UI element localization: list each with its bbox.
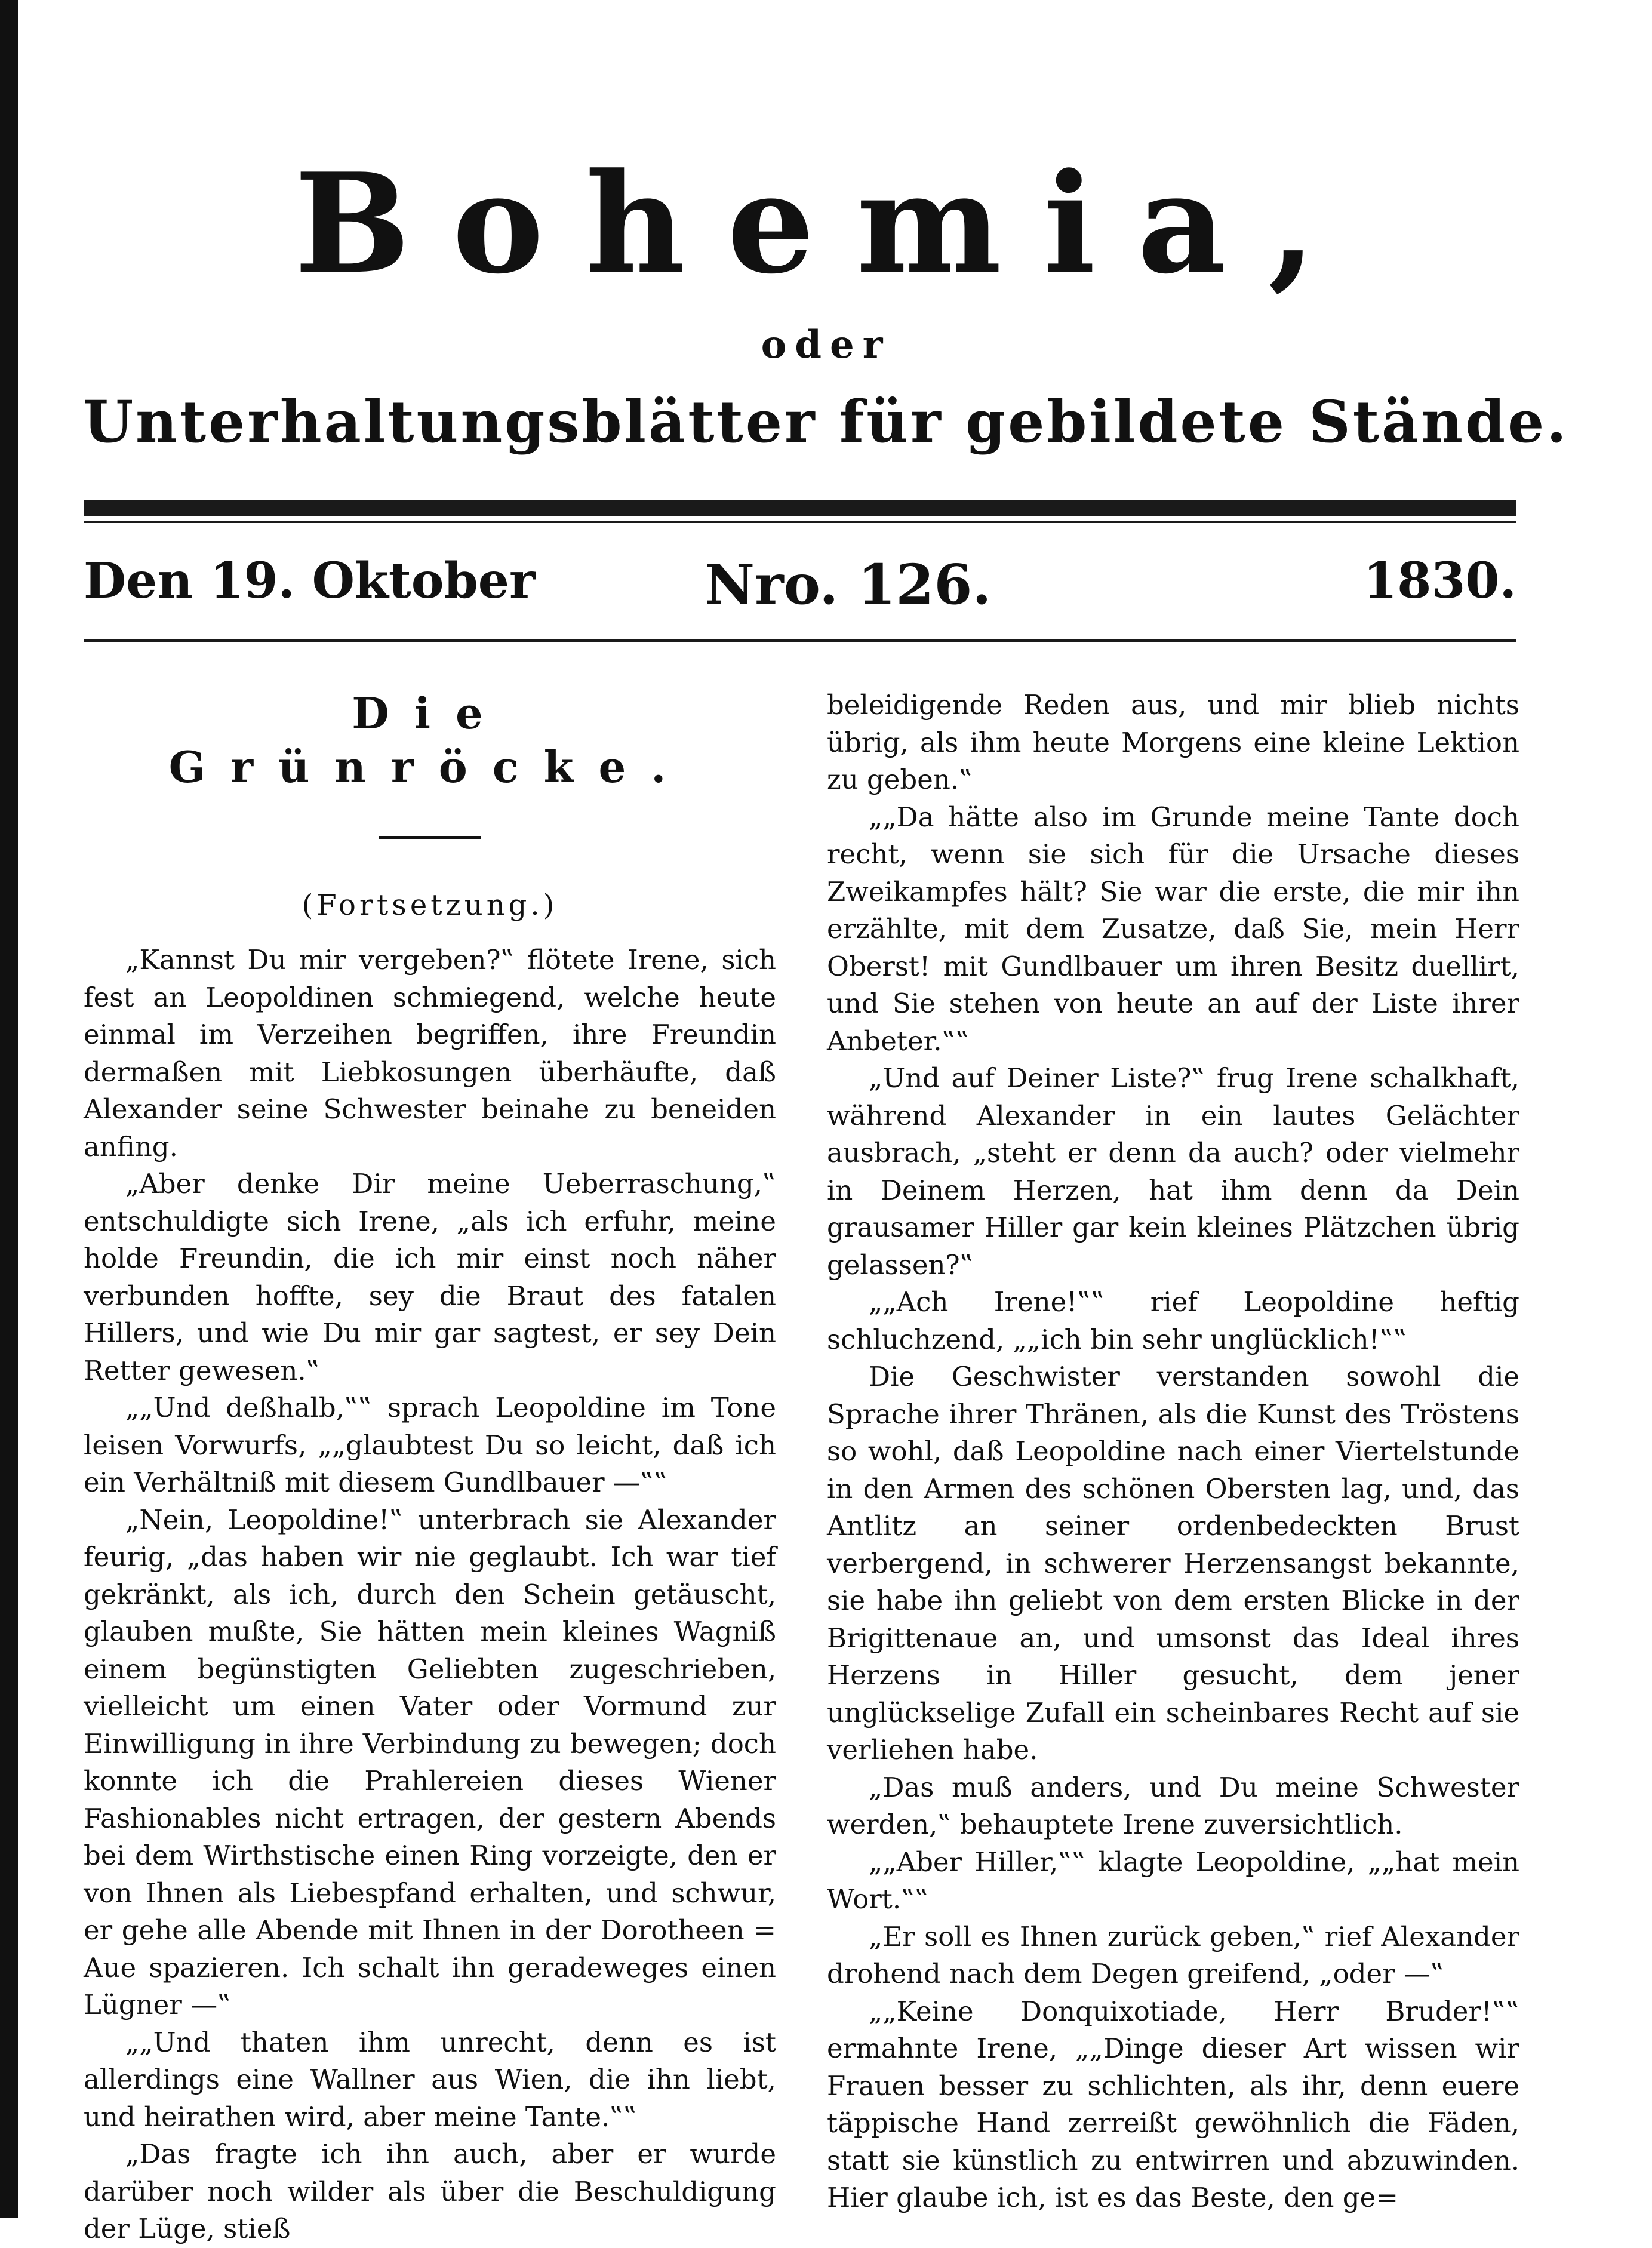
- paragraph: „Kannst Du mir vergeben?‟ flötete Irene, sich fest an Leopoldinen schmiegend, welche heute einmal im Verzeihen begriffen, ihre Freundin dermaßen mit Liebkosungen überhäufte, daß Alexander seine Schwester beinahe zu beneiden anfing.: [84, 944, 776, 1163]
- paragraph: „Das fragte ich ihn auch, aber er wurde darüber noch wilder als über die Beschuldigung der Lüge, stieß: [84, 2138, 776, 2244]
- issue-year: 1830.: [1363, 552, 1516, 610]
- title-divider: [379, 836, 481, 839]
- masthead-oder: oder: [761, 322, 891, 367]
- masthead-subtitle: Unterhaltungsblätter für gebildete Stände.: [83, 388, 1569, 456]
- masthead-thick-rule: [84, 500, 1516, 516]
- paragraph: „„Und deßhalb,‟‟ sprach Leopoldine im Tone leisen Vorwurfs, „„glaubtest Du so leicht, daß ich ein Verhältniß mit diesem Gundlbauer —‟‟: [84, 1392, 776, 1498]
- paragraph: „„Aber Hiller,‟‟ klagte Leopoldine, „„hat mein Wort.‟‟: [827, 1846, 1519, 1915]
- issue-number: Nro. 126.: [705, 552, 992, 617]
- continuation-note: (Fortsetzung.): [302, 888, 558, 922]
- paragraph: „Nein, Leopoldine!‟ unterbrach sie Alexander feurig, „das haben wir nie geglaubt. Ich war tief gekränkt, als ich, durch den Schein getäuscht, glauben mußte, Sie hätten mein kleines Wagniß einem begünstigten Geliebten zugeschrieben, vielleicht um einen Vater oder Vormund zur Einwilligung in ihre Verbindung zu bewegen; doch konnte ich die Prahlereien dieses Wiener Fashionables nicht ertragen, der gestern Abends bei dem Wirthstische einen Ring vorzeigte, den er von Ihnen als Liebespfand erhalten, und schwur, er gehe alle Abende mit Ihnen in der Dorotheen = Aue spazieren. Ich schalt ihn geradeweges einen Lügner —‟: [84, 1503, 776, 2021]
- masthead-thin-rule: [84, 521, 1516, 523]
- paragraph: „„Da hätte also im Grunde meine Tante doch recht, wenn sie sich für die Ursache dieses Zweikampfes hält? Sie war die erste, die mir ihn erzählte, mit dem Zusatze, daß Sie, mein Herr Oberst! mit Gundlbauer um ihren Besitz duellirt, und Sie stehen von heute an auf der Liste ihrer Anbeter.‟‟: [827, 801, 1519, 1057]
- paragraph: „Er soll es Ihnen zurück geben,‟ rief Alexander drohend nach dem Degen greifend, „oder —‟: [827, 1920, 1519, 1989]
- paragraph: „Und auf Deiner Liste?‟ frug Irene schalkhaft, während Alexander in ein lautes Gelächter ausbrach, „steht er denn da auch? oder vielmehr in Deinem Herzen, hat ihm denn da Dein grausamer Hiller gar kein kleines Plätzchen übrig gelassen?‟: [827, 1062, 1519, 1281]
- article-title: Die Grünröcke.: [168, 688, 691, 792]
- paragraph: Die Geschwister verstanden sowohl die Sprache ihrer Thränen, als die Kunst des Tröstens so wohl, daß Leopoldine nach einer Viertelstunde in den Armen des schönen Obersten lag, und, das Antlitz an seiner ordenbedeckten Brust verbergend, in schwerer Herzensangst bekannte, sie habe ihn geliebt von dem ersten Blicke in der Brigittenaue an, und umsonst das Ideal ihres Herzens in Hiller gesucht, dem jener unglückselige Zufall ein scheinbares Recht auf sie verliehen habe.: [827, 1361, 1519, 1766]
- right-column: [827, 687, 1519, 2217]
- paragraph: „„Keine Donquixotiade, Herr Bruder!‟‟ ermahnte Irene, „„Dinge dieser Art wissen wir Frauen besser zu schlichten, als ihr, denn euere täppische Hand zerreißt gewöhnlich die Fäden, statt sie künstlich zu entwirren und abzuwinden. Hier glaube ich, ist es das Beste, den ge=: [827, 1995, 1519, 2213]
- dateline-rule: [84, 639, 1516, 642]
- dateline: [84, 552, 1516, 624]
- paragraph: „„Und thaten ihm unrecht, denn es ist allerdings eine Wallner aus Wien, die ihn liebt, und heirathen wird, aber meine Tante.‟‟: [84, 2026, 776, 2133]
- masthead-title: Bohemia,: [294, 143, 1358, 305]
- left-column: [84, 687, 776, 2248]
- paragraph: „Das muß anders, und Du meine Schwester werden,‟ behauptete Irene zuversichtlich.: [827, 1771, 1519, 1840]
- issue-date: Den 19. Oktober: [84, 552, 536, 610]
- paragraph: „„Ach Irene!‟‟ rief Leopoldine heftig schluchzend, „„ich bin sehr unglücklich!‟‟: [827, 1286, 1519, 1355]
- paragraph: „Aber denke Dir meine Ueberraschung,‟ entschuldigte sich Irene, „als ich erfuhr, meine holde Freundin, die ich mir einst noch näher verbunden hoffte, sey die Braut des fatalen Hillers, und wie Du mir gar sagtest, er sey Dein Retter gewesen.‟: [84, 1168, 776, 1386]
- paragraph: beleidigende Reden aus, und mir blieb nichts übrig, als ihm heute Morgens eine kleine Lektion zu geben.‟: [827, 689, 1519, 795]
